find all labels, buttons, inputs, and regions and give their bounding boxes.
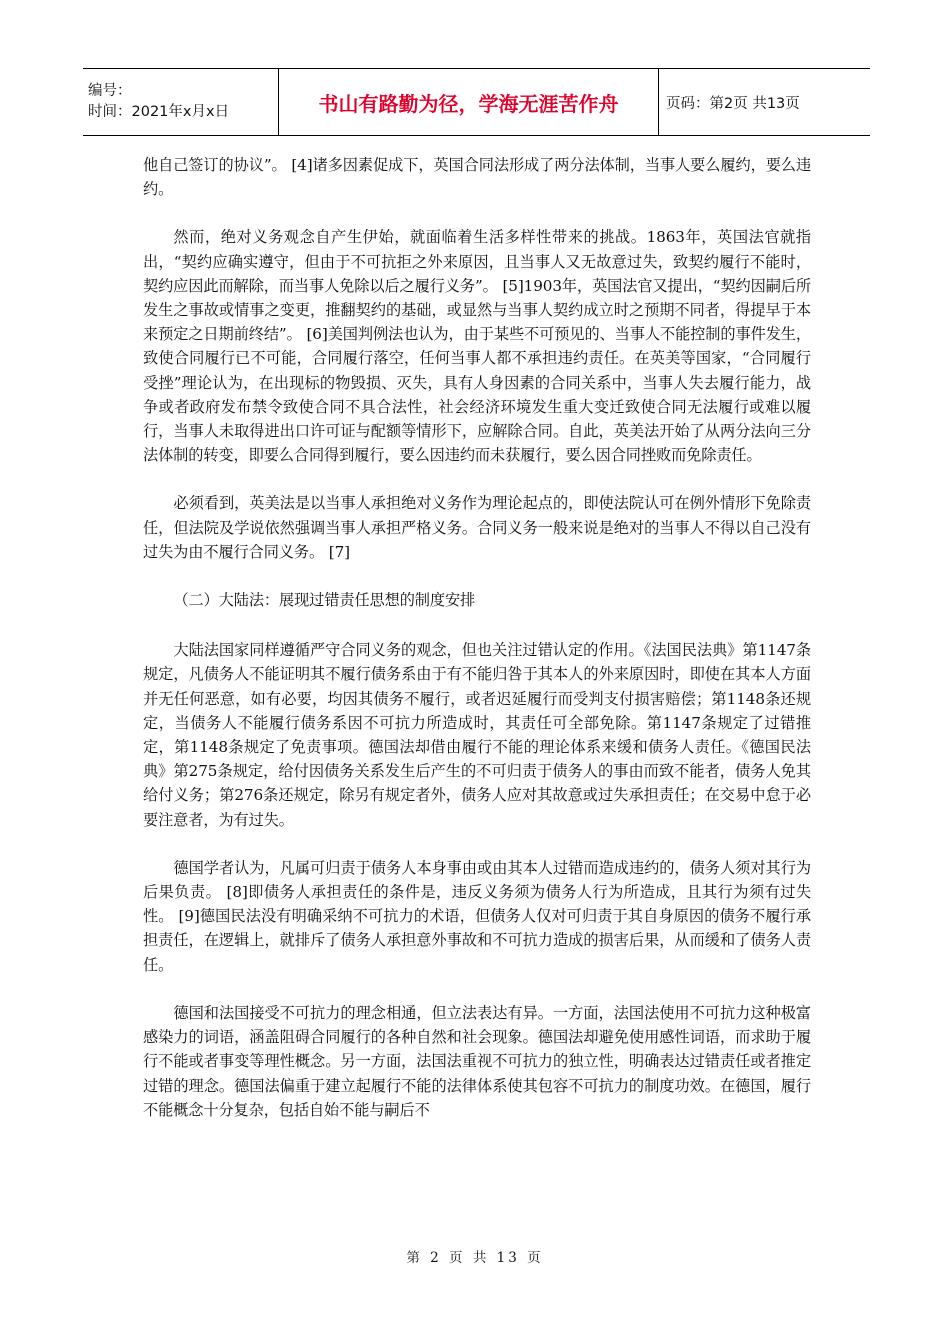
page-footer: 第 2 页 共 13 页 bbox=[406, 1250, 544, 1266]
header-meta bbox=[83, 69, 278, 135]
document-number-label: 编号： bbox=[88, 83, 132, 99]
document-date: 时间：2021年x月x日 bbox=[88, 104, 230, 120]
paragraph-3: 必须看到，英美法是以当事人承担绝对义务作为理论起点的，即使法院认可在例外情形下免除责任，但法院及学说依然强调当事人承担严格义务。合同义务一般来说是绝对的当事人不得以自己没有过失为由不履行合同义务。 [7] bbox=[143, 494, 811, 561]
document-body bbox=[143, 153, 811, 1146]
page-info-text: 页码：第2页 共13页 bbox=[666, 95, 800, 112]
page-header bbox=[83, 68, 870, 136]
header-motto bbox=[278, 69, 659, 135]
section-heading: （二）大陆法：展现过错责任思想的制度安排 bbox=[173, 591, 476, 610]
paragraph-4: 大陆法国家同样遵循严守合同义务的观念，但也关注过错认定的作用。《法国民法典》第1147条规定，凡债务人不能证明其不履行债务系由于有不能归咎于其本人的外来原因时，即使在其本人方面并无任何恶意，如有必要，均因其债务不履行，或者迟延履行而受判支付损害赔偿；第1148条还规定，当债务人不能履行债务系因不可抗力所造成时，其责任可全部免除。第1147条规定了过错推定，第1148条规定了免责事项。德国法却借由履行不能的理论体系来缓和债务人责任。《德国民法典》第275条规定，给付因债务关系发生后产生的不可归责于债务人的事由而致不能者，债务人免其给付义务；第276条还规定，除另有规定者外，债务人应对其故意或过失承担责任；在交易中怠于必要注意者，为有过失。 bbox=[143, 641, 811, 829]
header-page-info bbox=[659, 69, 870, 135]
motto-text: 书山有路勤为径，学海无涯苦作舟 bbox=[318, 91, 619, 116]
paragraph-6: 德国和法国接受不可抗力的理念相通，但立法表达有异。一方面，法国法使用不可抗力这种极富感染力的词语，涵盖阻碍合同履行的各种自然和社会现象。德国法却避免使用感性词语，而求助于履行不能或者事变等理性概念。另一方面，法国法重视不可抗力的独立性，明确表达过错责任或者推定过错的理念。德国法偏重于建立起履行不能的法律体系使其包容不可抗力的制度功效。在德国，履行不能概念十分复杂，包括自始不能与嗣后不 bbox=[143, 1003, 811, 1119]
paragraph-2: 然而，绝对义务观念自产生伊始，就面临着生活多样性带来的挑战。1863年，英国法官就指出，“契约应确实遵守，但由于不可抗拒之外来原因，且当事人又无故意过失，致契约履行不能时，契约应因此而解除，而当事人免除以后之履行义务”。 [5]1903年，英国法官又提出，“契约因嗣后所发生之事故或情事之变更，推翻契约的基础，或显然与当事人契约成立时之预期不同者，得提早于本来预定之日期前终结”。 [6]美国判例法也认为，由于某些不可预见的、当事人不能控制的事件发生，致使合同履行已不可能，合同履行落空，任何当事人都不承担违约责任。在英美等国家，“合同履行受挫”理论认为，在出现标的物毁损、灭失，具有人身因素的合同关系中，当事人失去履行能力，战争或者政府发布禁令致使合同不具合法性，社会经济环境发生重大变迁致使合同无法履行或难以履行，当事人未取得进出口许可证与配额等情形下，应解除合同。自此，英美法开始了从两分法向三分法体制的转变，即要么合同得到履行，要么因违约而未获履行，要么因合同挫败而免除责任。 bbox=[143, 228, 811, 465]
paragraph-5: 德国学者认为，凡属可归责于债务人本身事由或由其本人过错而造成违约的，债务人须对其行为后果负责。 [8]即债务人承担责任的条件是，违反义务须为债务人行为所造成，且其行为须有过失性。 [9]德国民法没有明确采纳不可抗力的术语，但债务人仅对可归责于其自身原因的债务不履行承担责任，在逻辑上，就排斥了债务人承担意外事故和不可抗力造成的损害后果，从而缓和了债务人责任。 bbox=[143, 858, 811, 974]
paragraph-1: 他自己签订的协议”。 [4]诸多因素促成下，英国合同法形成了两分法体制，当事人要么履约，要么违约。 bbox=[143, 156, 811, 199]
